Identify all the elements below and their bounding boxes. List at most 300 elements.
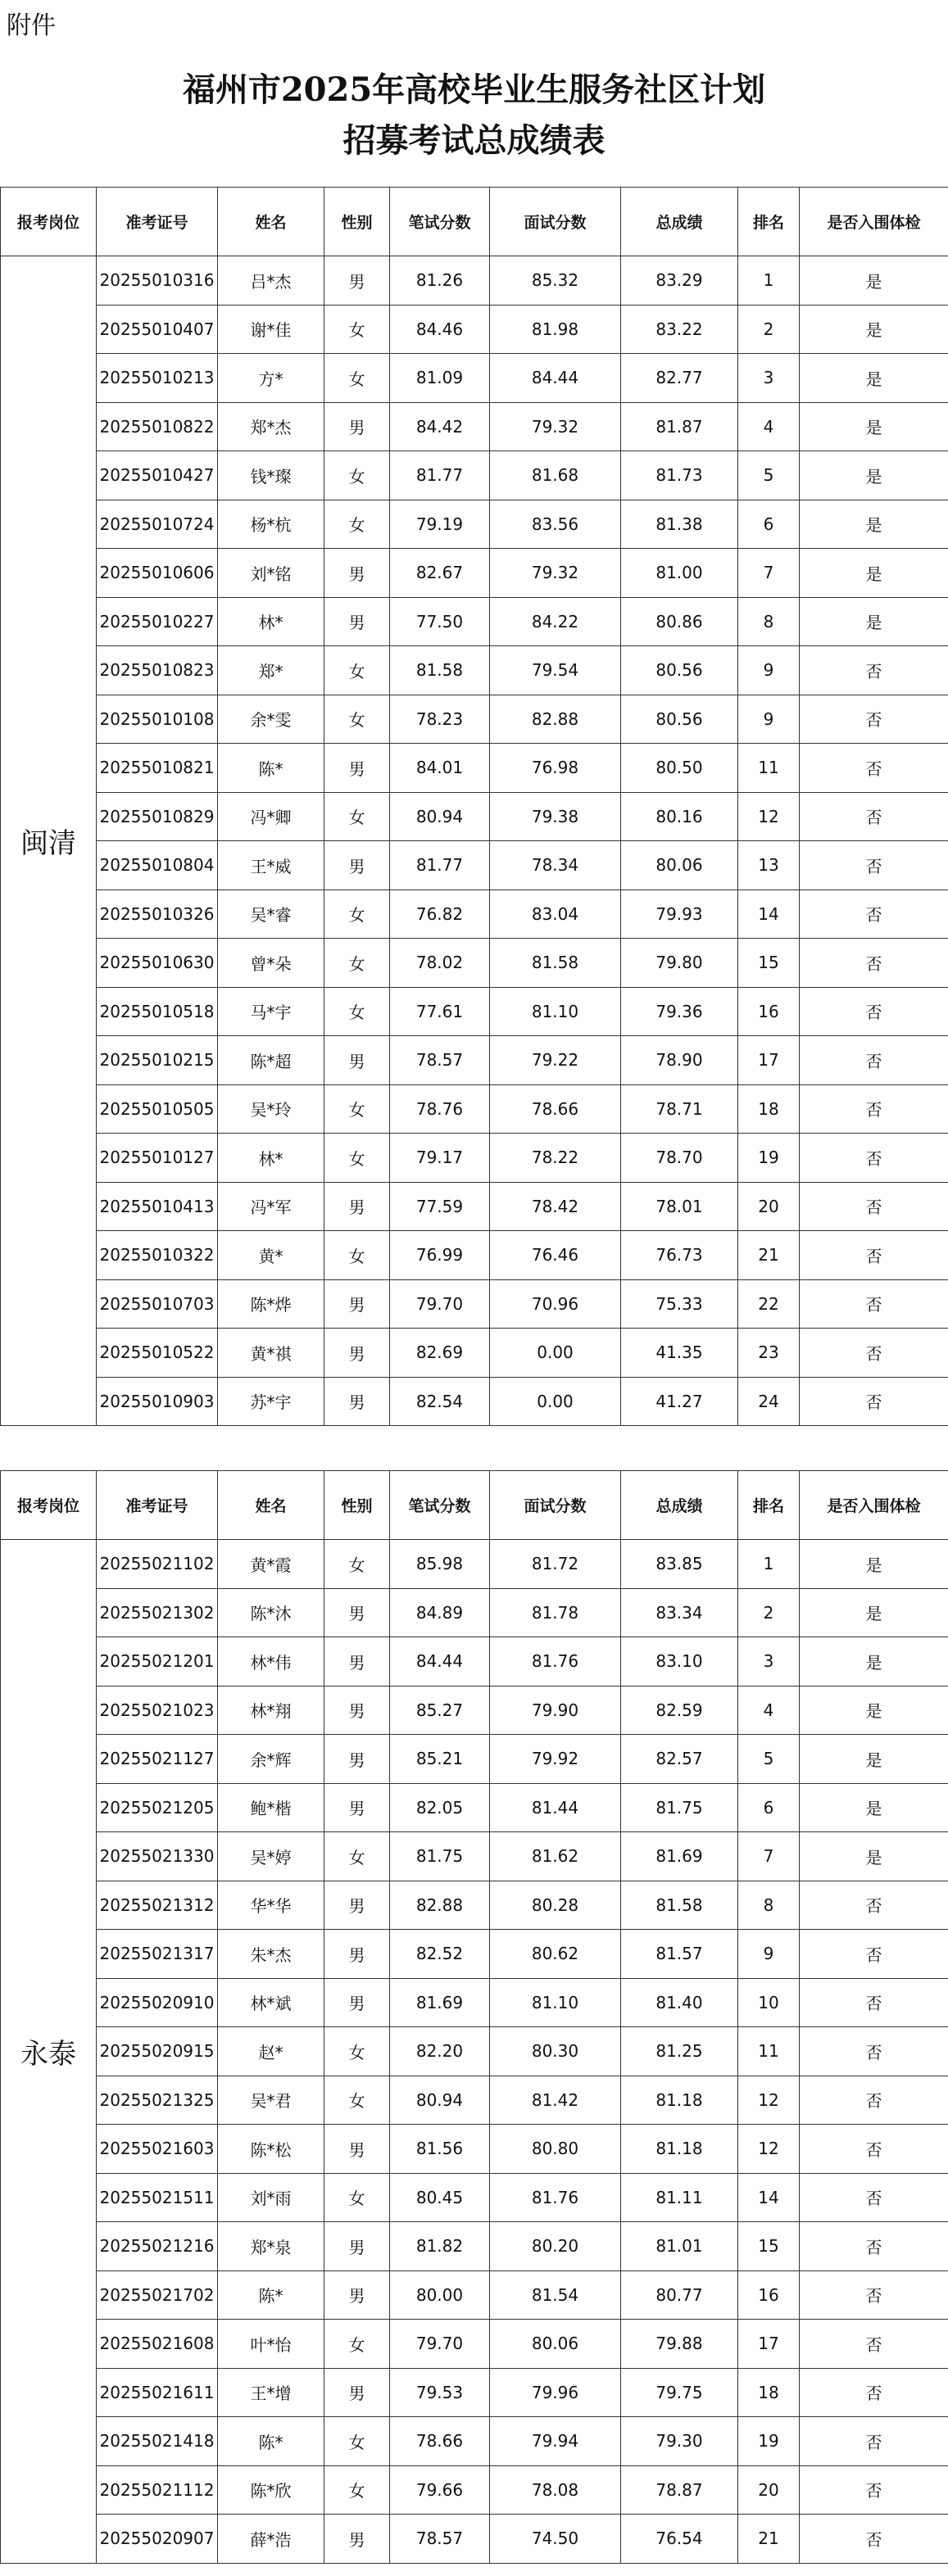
cell-written-score: 78.23 [390, 695, 490, 744]
cell-gender: 女 [324, 1231, 390, 1280]
cell-total-score: 81.18 [621, 2125, 738, 2174]
cell-exam-id: 20255021205 [97, 1783, 218, 1832]
cell-written-score: 84.89 [390, 1588, 490, 1637]
cell-interview-score: 70.96 [490, 1279, 621, 1329]
cell-interview-score: 81.10 [490, 1978, 621, 2027]
cell-written-score: 79.17 [390, 1134, 490, 1183]
cell-interview-score: 81.54 [490, 2270, 621, 2320]
cell-interview-score: 78.22 [490, 1134, 621, 1183]
cell-name: 林*斌 [218, 1978, 324, 2027]
cell-written-score: 82.67 [390, 549, 490, 598]
cell-interview-score: 79.32 [490, 549, 621, 598]
cell-rank: 15 [738, 939, 800, 988]
cell-exam-id: 20255010724 [97, 500, 218, 549]
cell-exam-id: 20255021418 [97, 2417, 218, 2466]
cell-name: 余*辉 [218, 1735, 324, 1784]
cell-exam-id: 20255021702 [97, 2270, 218, 2320]
cell-exam-id: 20255021023 [97, 1686, 218, 1735]
cell-total-score: 80.56 [621, 695, 738, 744]
cell-shortlisted: 否 [800, 1881, 948, 1930]
table-row [1, 451, 948, 500]
cell-shortlisted: 否 [800, 987, 948, 1036]
table-row [1, 1036, 948, 1085]
cell-gender: 男 [324, 1637, 390, 1686]
cell-name: 黄* [218, 1231, 324, 1280]
cell-total-score: 79.80 [621, 939, 738, 988]
cell-name: 陈*沐 [218, 1588, 324, 1637]
cell-written-score: 77.59 [390, 1182, 490, 1231]
cell-rank: 12 [738, 2125, 800, 2174]
cell-interview-score: 0.00 [490, 1329, 621, 1378]
table-row [1, 939, 948, 988]
table-row [1, 1540, 948, 1589]
cell-total-score: 81.57 [621, 1930, 738, 1979]
cell-gender: 女 [324, 451, 390, 500]
cell-interview-score: 81.72 [490, 1540, 621, 1589]
cell-name: 钱*璨 [218, 451, 324, 500]
cell-shortlisted: 否 [800, 1134, 948, 1183]
cell-name: 薛*浩 [218, 2515, 324, 2564]
section-gap [0, 1441, 948, 1470]
cell-rank: 19 [738, 1134, 800, 1183]
table-row [1, 987, 948, 1036]
cell-total-score: 81.18 [621, 2076, 738, 2125]
table-header-row [1, 188, 948, 256]
cell-gender: 女 [324, 1832, 390, 1881]
cell-rank: 2 [738, 305, 800, 354]
cell-rank: 21 [738, 1231, 800, 1280]
cell-exam-id: 20255010703 [97, 1279, 218, 1329]
cell-rank: 21 [738, 2515, 800, 2564]
cell-gender: 男 [324, 549, 390, 598]
cell-interview-score: 81.42 [490, 2076, 621, 2125]
cell-exam-id: 20255010215 [97, 1036, 218, 1085]
attachment-label: 附件 [7, 11, 56, 40]
cell-rank: 14 [738, 890, 800, 939]
cell-exam-id: 20255010804 [97, 841, 218, 890]
header-exam-id: 准考证号 [97, 188, 218, 256]
cell-rank: 22 [738, 1279, 800, 1329]
cell-interview-score: 81.78 [490, 1588, 621, 1637]
cell-shortlisted: 否 [800, 2320, 948, 2369]
cell-exam-id: 20255020910 [97, 1978, 218, 2027]
cell-total-score: 41.27 [621, 1377, 738, 1426]
cell-written-score: 84.42 [390, 402, 490, 451]
cell-total-score: 78.01 [621, 1182, 738, 1231]
cell-exam-id: 20255010427 [97, 451, 218, 500]
cell-shortlisted: 否 [800, 695, 948, 744]
cell-shortlisted: 否 [800, 2417, 948, 2466]
cell-written-score: 79.53 [390, 2368, 490, 2417]
table-row [1, 2465, 948, 2515]
cell-exam-id: 20255010821 [97, 744, 218, 793]
cell-gender: 女 [324, 1540, 390, 1589]
cell-exam-id: 20255010903 [97, 1377, 218, 1426]
cell-rank: 18 [738, 2368, 800, 2417]
cell-rank: 9 [738, 1930, 800, 1979]
cell-gender: 男 [324, 1783, 390, 1832]
cell-exam-id: 20255010108 [97, 695, 218, 744]
cell-name: 陈* [218, 2270, 324, 2320]
cell-shortlisted: 否 [800, 2368, 948, 2417]
cell-gender: 男 [324, 1978, 390, 2027]
cell-total-score: 41.35 [621, 1329, 738, 1378]
table-row [1, 549, 948, 598]
cell-interview-score: 80.28 [490, 1881, 621, 1930]
cell-written-score: 82.20 [390, 2027, 490, 2076]
cell-interview-score: 79.38 [490, 792, 621, 841]
cell-shortlisted: 是 [800, 354, 948, 403]
table-row [1, 646, 948, 695]
cell-interview-score: 81.62 [490, 1832, 621, 1881]
cell-written-score: 77.50 [390, 597, 490, 646]
cell-written-score: 82.52 [390, 1930, 490, 1979]
cell-shortlisted: 否 [800, 1084, 948, 1134]
table-row [1, 1134, 948, 1183]
cell-shortlisted: 否 [800, 2270, 948, 2320]
cell-written-score: 81.26 [390, 256, 490, 306]
cell-gender: 男 [324, 1588, 390, 1637]
cell-rank: 16 [738, 2270, 800, 2320]
cell-interview-score: 80.20 [490, 2222, 621, 2271]
cell-total-score: 80.06 [621, 841, 738, 890]
cell-exam-id: 20255020907 [97, 2515, 218, 2564]
cell-gender: 男 [324, 744, 390, 793]
cell-exam-id: 20255021511 [97, 2173, 218, 2222]
cell-total-score: 80.16 [621, 792, 738, 841]
cell-interview-score: 81.58 [490, 939, 621, 988]
cell-exam-id: 20255021302 [97, 1588, 218, 1637]
cell-shortlisted: 否 [800, 2173, 948, 2222]
header-shortlisted: 是否入围体检 [800, 1471, 948, 1540]
cell-shortlisted: 否 [800, 1036, 948, 1085]
cell-rank: 17 [738, 1036, 800, 1085]
cell-exam-id: 20255021317 [97, 1930, 218, 1979]
cell-written-score: 76.82 [390, 890, 490, 939]
cell-name: 冯*卿 [218, 792, 324, 841]
cell-total-score: 81.75 [621, 1783, 738, 1832]
cell-gender: 女 [324, 987, 390, 1036]
cell-name: 吴*玲 [218, 1084, 324, 1134]
cell-name: 吴*君 [218, 2076, 324, 2125]
cell-exam-id: 20255021608 [97, 2320, 218, 2369]
table-row [1, 1279, 948, 1329]
cell-rank: 15 [738, 2222, 800, 2271]
cell-shortlisted: 是 [800, 256, 948, 306]
header-position: 报考岗位 [1, 188, 97, 256]
cell-shortlisted: 是 [800, 597, 948, 646]
cell-rank: 7 [738, 549, 800, 598]
cell-gender: 男 [324, 402, 390, 451]
cell-interview-score: 79.90 [490, 1686, 621, 1735]
cell-rank: 20 [738, 2465, 800, 2515]
cell-shortlisted: 否 [800, 1182, 948, 1231]
cell-written-score: 78.02 [390, 939, 490, 988]
cell-name: 刘*铭 [218, 549, 324, 598]
cell-written-score: 82.54 [390, 1377, 490, 1426]
table-row [1, 1832, 948, 1881]
cell-interview-score: 79.94 [490, 2417, 621, 2466]
cell-exam-id: 20255021330 [97, 1832, 218, 1881]
cell-gender: 女 [324, 695, 390, 744]
cell-shortlisted: 是 [800, 1735, 948, 1784]
cell-written-score: 81.09 [390, 354, 490, 403]
cell-gender: 男 [324, 2270, 390, 2320]
cell-written-score: 84.44 [390, 1637, 490, 1686]
cell-interview-score: 78.34 [490, 841, 621, 890]
cell-interview-score: 80.30 [490, 2027, 621, 2076]
cell-written-score: 82.05 [390, 1783, 490, 1832]
cell-shortlisted: 是 [800, 1783, 948, 1832]
cell-interview-score: 76.46 [490, 1231, 621, 1280]
cell-gender: 女 [324, 792, 390, 841]
cell-rank: 20 [738, 1182, 800, 1231]
position-cell: 永泰 [1, 1540, 97, 2564]
cell-total-score: 80.77 [621, 2270, 738, 2320]
cell-total-score: 83.10 [621, 1637, 738, 1686]
cell-total-score: 83.29 [621, 256, 738, 306]
cell-total-score: 81.11 [621, 2173, 738, 2222]
cell-written-score: 82.88 [390, 1881, 490, 1930]
cell-name: 王*增 [218, 2368, 324, 2417]
cell-name: 吕*杰 [218, 256, 324, 306]
cell-name: 谢*佳 [218, 305, 324, 354]
cell-shortlisted: 否 [800, 1329, 948, 1378]
cell-rank: 9 [738, 695, 800, 744]
cell-written-score: 76.99 [390, 1231, 490, 1280]
cell-interview-score: 79.54 [490, 646, 621, 695]
cell-shortlisted: 否 [800, 841, 948, 890]
cell-interview-score: 84.22 [490, 597, 621, 646]
cell-rank: 23 [738, 1329, 800, 1378]
cell-shortlisted: 是 [800, 1637, 948, 1686]
cell-exam-id: 20255021603 [97, 2125, 218, 2174]
cell-rank: 3 [738, 354, 800, 403]
table-row [1, 1783, 948, 1832]
cell-total-score: 78.87 [621, 2465, 738, 2515]
cell-shortlisted: 否 [800, 2125, 948, 2174]
cell-name: 黄*霞 [218, 1540, 324, 1589]
cell-interview-score: 78.42 [490, 1182, 621, 1231]
cell-gender: 男 [324, 1036, 390, 1085]
cell-rank: 11 [738, 2027, 800, 2076]
cell-gender: 男 [324, 1377, 390, 1426]
cell-shortlisted: 否 [800, 2027, 948, 2076]
table-row [1, 2125, 948, 2174]
header-exam-id: 准考证号 [97, 1471, 218, 1540]
cell-shortlisted: 是 [800, 451, 948, 500]
cell-total-score: 81.73 [621, 451, 738, 500]
cell-total-score: 81.38 [621, 500, 738, 549]
cell-rank: 1 [738, 1540, 800, 1589]
cell-exam-id: 20255010227 [97, 597, 218, 646]
cell-exam-id: 20255021112 [97, 2465, 218, 2515]
cell-exam-id: 20255010505 [97, 1084, 218, 1134]
cell-gender: 男 [324, 1881, 390, 1930]
cell-name: 马*宇 [218, 987, 324, 1036]
cell-interview-score: 74.50 [490, 2515, 621, 2564]
cell-total-score: 75.33 [621, 1279, 738, 1329]
position-cell: 闽清 [1, 256, 97, 1426]
table-row [1, 1930, 948, 1979]
table-row [1, 695, 948, 744]
table-row [1, 1231, 948, 1280]
table-row [1, 2270, 948, 2320]
cell-shortlisted: 否 [800, 2076, 948, 2125]
cell-exam-id: 20255010518 [97, 987, 218, 1036]
cell-interview-score: 80.62 [490, 1930, 621, 1979]
cell-rank: 2 [738, 1588, 800, 1637]
cell-interview-score: 78.08 [490, 2465, 621, 2515]
cell-written-score: 80.94 [390, 792, 490, 841]
document-subtitle: 招募考试总成绩表 [342, 121, 606, 160]
header-gender: 性别 [324, 1471, 390, 1540]
cell-name: 刘*雨 [218, 2173, 324, 2222]
cell-name: 华*华 [218, 1881, 324, 1930]
cell-exam-id: 20255021201 [97, 1637, 218, 1686]
cell-name: 叶*怡 [218, 2320, 324, 2369]
cell-total-score: 76.54 [621, 2515, 738, 2564]
table-row [1, 792, 948, 841]
cell-shortlisted: 否 [800, 890, 948, 939]
cell-total-score: 81.69 [621, 1832, 738, 1881]
cell-shortlisted: 是 [800, 1686, 948, 1735]
cell-rank: 24 [738, 1377, 800, 1426]
cell-shortlisted: 否 [800, 744, 948, 793]
cell-rank: 6 [738, 500, 800, 549]
table-row [1, 1881, 948, 1930]
cell-interview-score: 81.10 [490, 987, 621, 1036]
cell-gender: 男 [324, 597, 390, 646]
cell-name: 林*翔 [218, 1686, 324, 1735]
cell-exam-id: 20255010606 [97, 549, 218, 598]
header-rank: 排名 [738, 188, 800, 256]
table-row [1, 1588, 948, 1637]
cell-exam-id: 20255010822 [97, 402, 218, 451]
cell-written-score: 78.57 [390, 2515, 490, 2564]
cell-exam-id: 20255020915 [97, 2027, 218, 2076]
cell-shortlisted: 否 [800, 1377, 948, 1426]
table-row [1, 2417, 948, 2466]
cell-exam-id: 20255010316 [97, 256, 218, 306]
cell-name: 陈* [218, 744, 324, 793]
cell-total-score: 81.00 [621, 549, 738, 598]
table-row [1, 2368, 948, 2417]
cell-total-score: 76.73 [621, 1231, 738, 1280]
cell-interview-score: 81.76 [490, 1637, 621, 1686]
cell-gender: 女 [324, 890, 390, 939]
cell-exam-id: 20255010829 [97, 792, 218, 841]
cell-written-score: 81.82 [390, 2222, 490, 2271]
header-shortlisted: 是否入围体检 [800, 188, 948, 256]
header-total-score: 总成绩 [621, 1471, 738, 1540]
header-interview-score: 面试分数 [490, 188, 621, 256]
cell-interview-score: 83.04 [490, 890, 621, 939]
table-header-row [1, 1471, 948, 1540]
cell-exam-id: 20255010213 [97, 354, 218, 403]
cell-written-score: 84.46 [390, 305, 490, 354]
cell-exam-id: 20255021611 [97, 2368, 218, 2417]
cell-name: 曾*朵 [218, 939, 324, 988]
cell-name: 林* [218, 597, 324, 646]
document-title: 福州市2025年高校毕业生服务社区计划 [182, 70, 766, 109]
cell-gender: 男 [324, 841, 390, 890]
cell-total-score: 83.22 [621, 305, 738, 354]
cell-total-score: 78.90 [621, 1036, 738, 1085]
cell-name: 林*伟 [218, 1637, 324, 1686]
cell-shortlisted: 是 [800, 402, 948, 451]
table-row [1, 256, 948, 306]
cell-gender: 女 [324, 2027, 390, 2076]
cell-written-score: 78.76 [390, 1084, 490, 1134]
cell-rank: 8 [738, 1881, 800, 1930]
cell-exam-id: 20255021127 [97, 1735, 218, 1784]
header-total-score: 总成绩 [621, 188, 738, 256]
cell-gender: 女 [324, 2465, 390, 2515]
cell-name: 吴*婷 [218, 1832, 324, 1881]
cell-rank: 4 [738, 1686, 800, 1735]
cell-written-score: 81.69 [390, 1978, 490, 2027]
cell-rank: 6 [738, 1783, 800, 1832]
cell-name: 陈*松 [218, 2125, 324, 2174]
cell-name: 朱*杰 [218, 1930, 324, 1979]
cell-written-score: 85.21 [390, 1735, 490, 1784]
table-row [1, 402, 948, 451]
cell-name: 郑* [218, 646, 324, 695]
cell-interview-score: 79.32 [490, 402, 621, 451]
cell-gender: 女 [324, 354, 390, 403]
cell-written-score: 84.01 [390, 744, 490, 793]
header-interview-score: 面试分数 [490, 1471, 621, 1540]
cell-shortlisted: 否 [800, 1231, 948, 1280]
cell-total-score: 81.58 [621, 1881, 738, 1930]
cell-gender: 女 [324, 2417, 390, 2466]
cell-rank: 5 [738, 451, 800, 500]
cell-gender: 女 [324, 2320, 390, 2369]
cell-shortlisted: 否 [800, 2515, 948, 2564]
cell-gender: 女 [324, 939, 390, 988]
header-name: 姓名 [218, 188, 324, 256]
cell-total-score: 79.93 [621, 890, 738, 939]
cell-exam-id: 20255010413 [97, 1182, 218, 1231]
cell-total-score: 80.50 [621, 744, 738, 793]
cell-interview-score: 79.92 [490, 1735, 621, 1784]
cell-total-score: 81.01 [621, 2222, 738, 2271]
cell-rank: 3 [738, 1637, 800, 1686]
table-row [1, 1182, 948, 1231]
cell-interview-score: 81.98 [490, 305, 621, 354]
cell-written-score: 80.00 [390, 2270, 490, 2320]
cell-gender: 男 [324, 1182, 390, 1231]
header-written-score: 笔试分数 [390, 188, 490, 256]
score-table-section-1 [0, 187, 948, 1426]
cell-shortlisted: 否 [800, 1279, 948, 1329]
cell-name: 方* [218, 354, 324, 403]
cell-total-score: 80.86 [621, 597, 738, 646]
cell-exam-id: 20255010326 [97, 890, 218, 939]
table-row [1, 2027, 948, 2076]
cell-rank: 5 [738, 1735, 800, 1784]
cell-gender: 男 [324, 2368, 390, 2417]
cell-rank: 8 [738, 597, 800, 646]
cell-exam-id: 20255021216 [97, 2222, 218, 2271]
cell-total-score: 80.56 [621, 646, 738, 695]
table-row [1, 2320, 948, 2369]
cell-gender: 男 [324, 2125, 390, 2174]
cell-interview-score: 76.98 [490, 744, 621, 793]
cell-shortlisted: 否 [800, 1930, 948, 1979]
table-row [1, 1377, 948, 1426]
